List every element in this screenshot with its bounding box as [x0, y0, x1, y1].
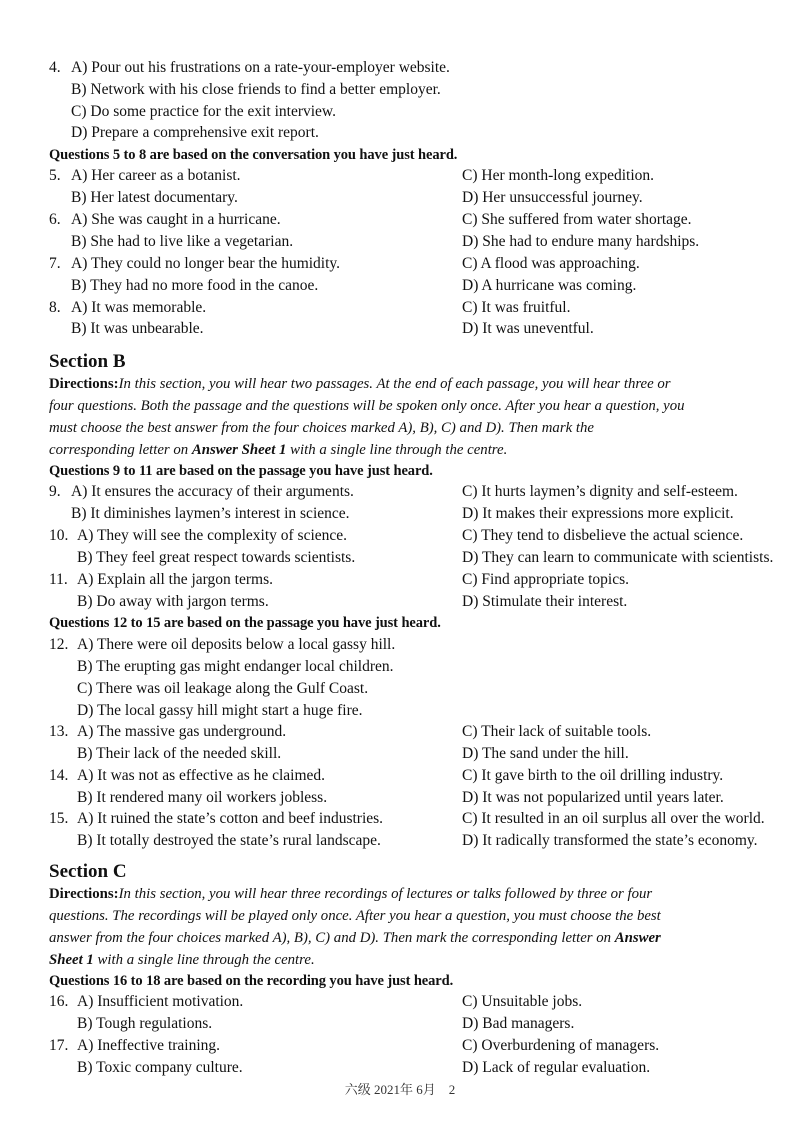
q8-row-1: 8. A) It was memorable. C) It was fruitful. — [49, 299, 571, 316]
q7-row-2: B) They had no more food in the canoe. D) A hurricane was coming. — [71, 277, 637, 294]
section-b-directions-line-4: corresponding letter on Answer Sheet 1 with a single line through the centre. — [49, 442, 508, 458]
questions-9-11-header: Questions 9 to 11 are based on the passage you have just heard. — [49, 463, 433, 479]
q15-row-1: 15. A) It ruined the state’s cotton and beef industries. C) It resulted in an oil surplus all over the world. — [49, 810, 765, 827]
section-c-directions-line-4: Sheet 1 with a single line through the centre. — [49, 952, 315, 968]
q17-row-1: 17. A) Ineffective training. C) Overburdening of managers. — [49, 1037, 660, 1054]
q13-row-2: B) Their lack of the needed skill. D) The sand under the hill. — [77, 745, 629, 762]
q12-option-a: 12. A) There were oil deposits below a local gassy hill. — [49, 636, 396, 653]
q14-row-2: B) It rendered many oil workers jobless. D) It was not popularized until years later. — [77, 789, 724, 806]
q5-row-1: 5. A) Her career as a botanist. C) Her month-long expedition. — [49, 167, 654, 184]
questions-12-15-header: Questions 12 to 15 are based on the passage you have just heard. — [49, 615, 441, 631]
q4-option-c: C) Do some practice for the exit interview. — [71, 103, 336, 120]
section-c-directions-line-1: Directions:In this section, you will hear three recordings of lectures or talks followed by three or four — [49, 886, 653, 902]
q12-option-c: C) There was oil leakage along the Gulf Coast. — [77, 680, 369, 697]
q10-row-2: B) They feel great respect towards scientists. D) They can learn to communicate with scientists. — [77, 549, 774, 566]
q16-row-1: 16. A) Insufficient motivation. C) Unsuitable jobs. — [49, 993, 583, 1010]
q15-row-2: B) It totally destroyed the state’s rural landscape. D) It radically transformed the state’s economy. — [77, 832, 758, 849]
q5-row-2: B) Her latest documentary. D) Her unsuccessful journey. — [71, 189, 643, 206]
section-b-directions-line-1: Directions:In this section, you will hear two passages. At the end of each passage, you will hear three or — [49, 376, 671, 392]
q6-row-2: B) She had to live like a vegetarian. D) She had to endure many hardships. — [71, 233, 700, 250]
section-c-title: Section C — [49, 861, 127, 882]
section-b-directions-line-2: four questions. Both the passage and the questions will be spoken only once. After you hear a question, you — [49, 398, 685, 414]
q4-option-d: D) Prepare a comprehensive exit report. — [71, 124, 319, 141]
q10-row-1: 10. A) They will see the complexity of science. C) They tend to disbelieve the actual science. — [49, 527, 744, 544]
q12-option-d: D) The local gassy hill might start a huge fire. — [77, 702, 363, 719]
section-c-directions-line-3: answer from the four choices marked A), B), C) and D). Then mark the corresponding letter on Answer — [49, 930, 661, 946]
q13-row-1: 13. A) The massive gas underground. C) Their lack of suitable tools. — [49, 723, 652, 740]
q9-row-2: B) It diminishes laymen’s interest in science. D) It makes their expressions more explicit. — [71, 505, 734, 522]
q17-row-2: B) Toxic company culture. D) Lack of regular evaluation. — [77, 1059, 651, 1076]
section-b-title: Section B — [49, 351, 126, 372]
q4-option-a: 4. A) Pour out his frustrations on a rate-your-employer website. — [49, 59, 450, 76]
q9-row-1: 9. A) It ensures the accuracy of their arguments. C) It hurts laymen’s dignity and self-esteem. — [49, 483, 738, 500]
q7-row-1: 7. A) They could no longer bear the humidity. C) A flood was approaching. — [49, 255, 640, 272]
questions-5-8-header: Questions 5 to 8 are based on the conversation you have just heard. — [49, 147, 458, 163]
q16-row-2: B) Tough regulations. D) Bad managers. — [77, 1015, 575, 1032]
section-b-directions-line-3: must choose the best answer from the four choices marked A), B), C) and D). Then mark the — [49, 420, 594, 436]
section-c-directions-line-2: questions. The recordings will be played only once. After you hear a question, you must choose the best — [49, 908, 661, 924]
q14-row-1: 14. A) It was not as effective as he claimed. C) It gave birth to the oil drilling industry. — [49, 767, 724, 784]
q8-row-2: B) It was unbearable. D) It was uneventful. — [71, 320, 594, 337]
q4-option-b: B) Network with his close friends to find a better employer. — [71, 81, 441, 98]
q12-option-b: B) The erupting gas might endanger local children. — [77, 658, 394, 675]
questions-16-18-header: Questions 16 to 18 are based on the recording you have just heard. — [49, 973, 454, 989]
page-footer: 六级 2021年 6月 2 — [344, 1082, 456, 1097]
q11-row-2: B) Do away with jargon terms. D) Stimulate their interest. — [77, 593, 628, 610]
q6-row-1: 6. A) She was caught in a hurricane. C) She suffered from water shortage. — [49, 211, 692, 228]
q11-row-1: 11. A) Explain all the jargon terms. C) Find appropriate topics. — [49, 571, 630, 588]
